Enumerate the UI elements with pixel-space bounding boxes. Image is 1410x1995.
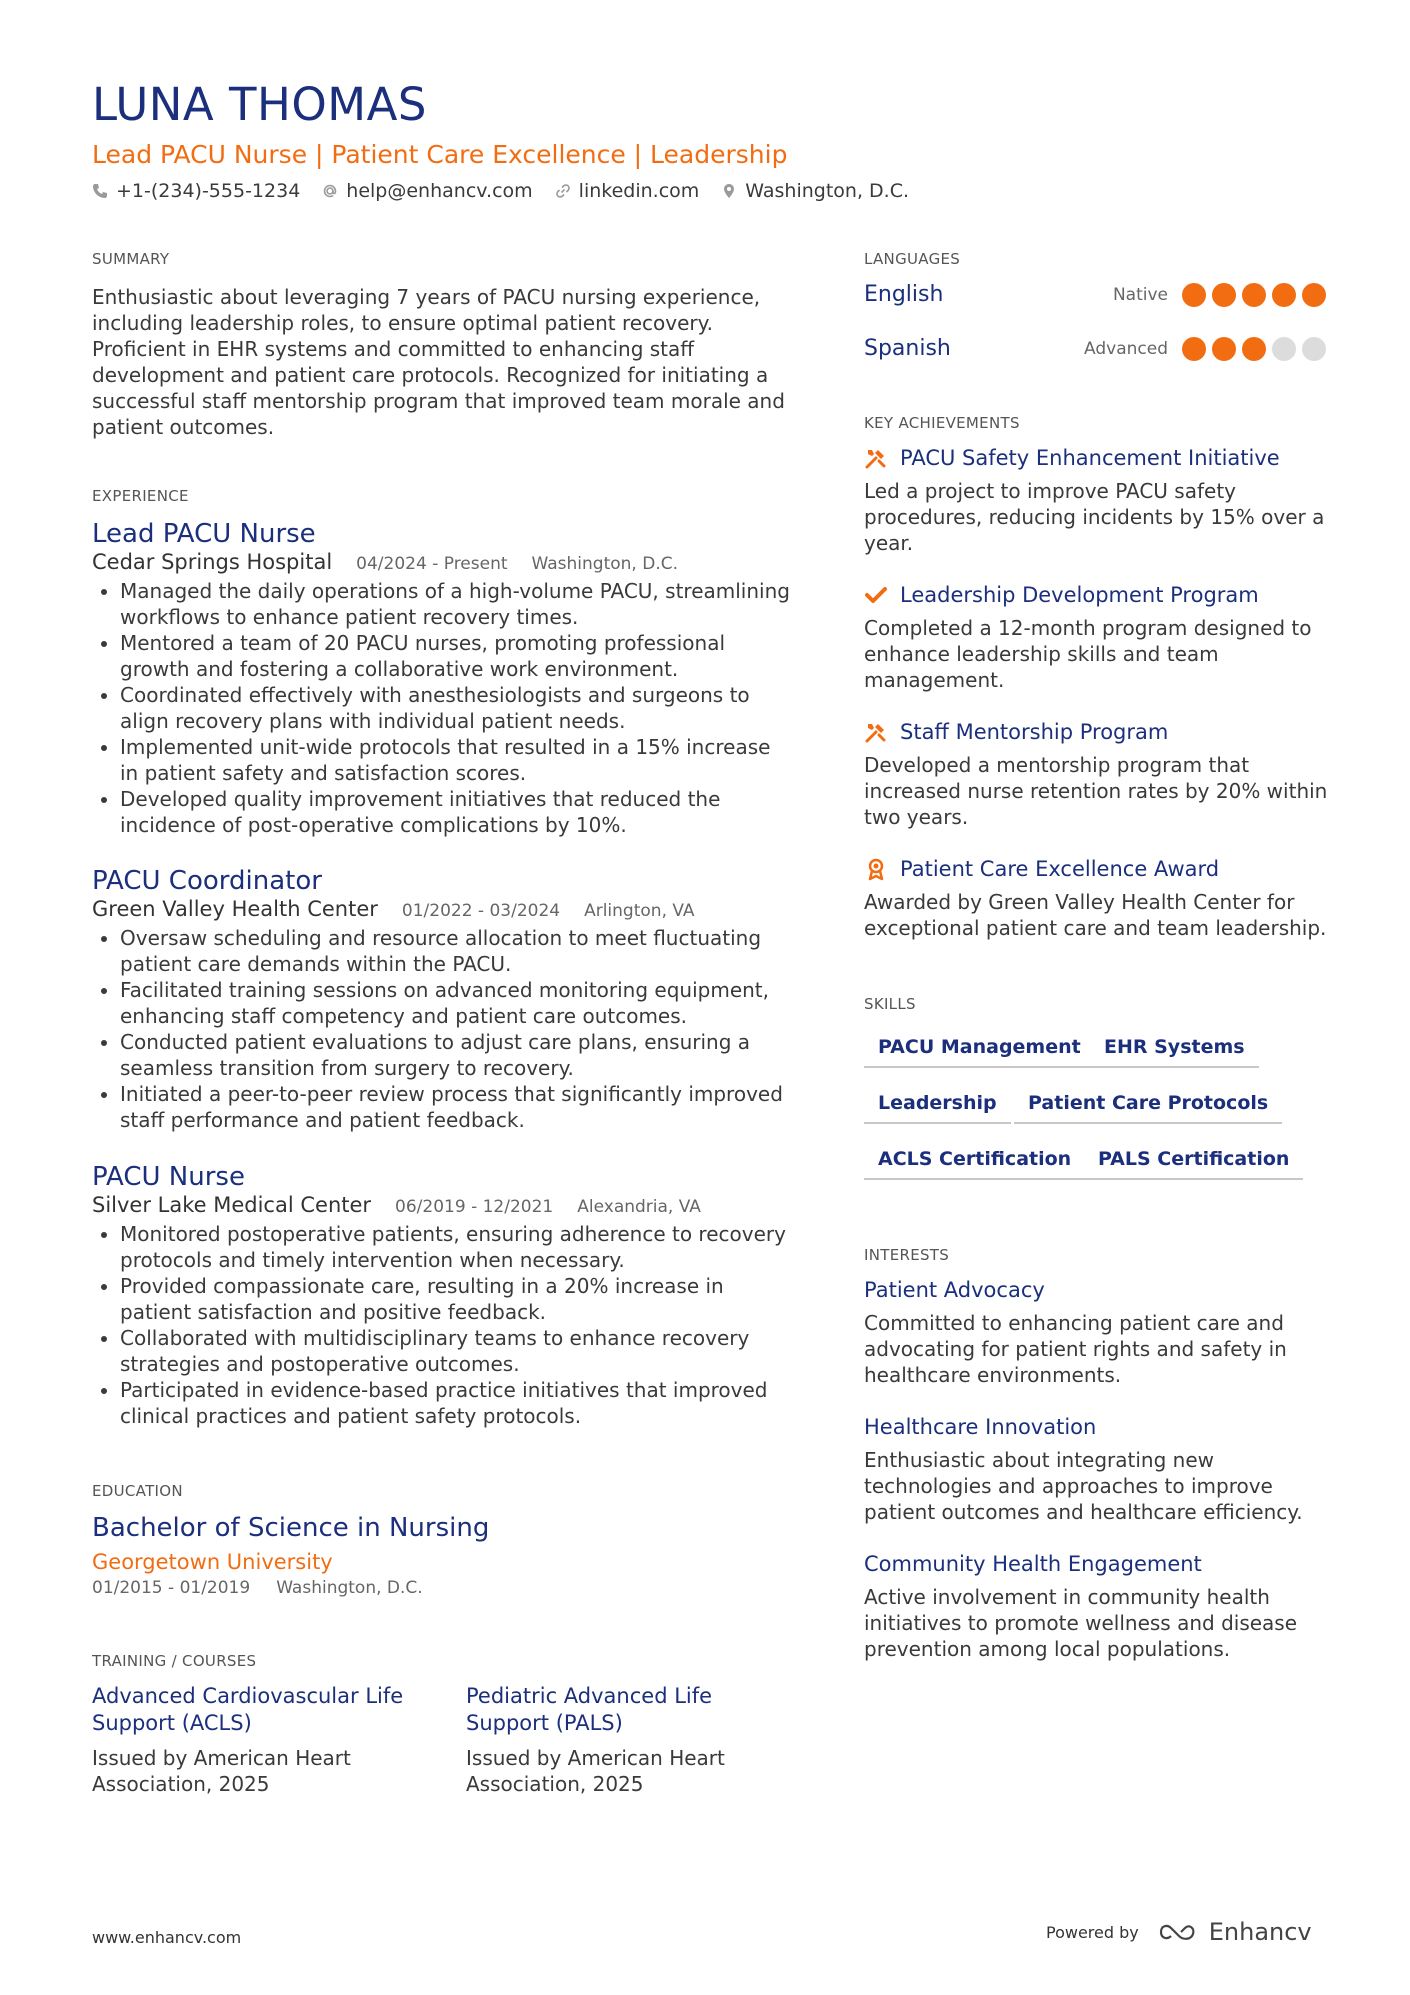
job-bullets (92, 1221, 792, 1429)
course-issuer: Issued by American Heart Association, 2025 (92, 1746, 351, 1796)
experience-label: EXPERIENCE (92, 487, 189, 505)
achievement-text: Developed a mentorship program that increased nurse retention rates by 20% within two years. (864, 753, 1328, 829)
brand-name: Enhancv (1208, 1918, 1312, 1946)
job-bullets (92, 578, 792, 838)
interest-title: Patient Advocacy (864, 1278, 1045, 1302)
achievement-text: Awarded by Green Valley Health Center for exceptional patient care and team leadership. (864, 890, 1327, 940)
job-dates: 04/2024 - Present (356, 554, 508, 574)
achievements-label: KEY ACHIEVEMENTS (864, 414, 1020, 432)
skill-tag: Patient Care Protocols (1014, 1092, 1282, 1124)
footer-website[interactable]: www.enhancv.com (92, 1928, 242, 1947)
rating-dot-filled (1272, 283, 1296, 307)
link-icon (555, 183, 571, 199)
bullet-item: • Developed quality improvement initiatives that reduced the incidence of post-operative complications by 10%. (120, 786, 792, 838)
interest-title: Community Health Engagement (864, 1552, 1202, 1576)
language-name: Spanish (864, 336, 951, 361)
bullet-item: • Provided compassionate care, resulting in a 20% increase in patient satisfaction and positive feedback. (120, 1273, 792, 1325)
interests-label: INTERESTS (864, 1246, 950, 1264)
education-dates: 01/2015 - 01/2019 (92, 1578, 251, 1598)
interest-entry (864, 1278, 1336, 1388)
language-name: English (864, 282, 944, 307)
interest-entry (864, 1415, 1336, 1525)
interest-text: Active involvement in community health initiatives to promote wellness and disease prevention among local populations. (864, 1585, 1298, 1661)
skill-tag: EHR Systems (1090, 1036, 1259, 1068)
job-entry (92, 865, 792, 1133)
interest-text: Enthusiastic about integrating new technologies and approaches to improve patient outcomes and healthcare efficiency. (864, 1448, 1303, 1524)
achievement-title: Leadership Development Program (900, 583, 1259, 607)
checkmark-icon (864, 583, 888, 607)
job-company: Green Valley Health Center (92, 897, 378, 921)
language-row (864, 282, 1326, 307)
achievement-heading (864, 857, 1336, 881)
at-icon (322, 183, 338, 199)
job-company: Silver Lake Medical Center (92, 1193, 372, 1217)
job-location: Arlington, VA (584, 901, 695, 921)
skill-tag: PALS Certification (1084, 1148, 1303, 1180)
headline: Lead PACU Nurse | Patient Care Excellence | Leadership (92, 140, 788, 169)
award-icon (864, 857, 888, 881)
candidate-name: LUNA THOMAS (92, 78, 427, 131)
tools-icon (864, 720, 888, 744)
job-dates: 06/2019 - 12/2021 (395, 1197, 554, 1217)
school-name: Georgetown University (92, 1550, 333, 1574)
achievement-text: Led a project to improve PACU safety procedures, reducing incidents by 15% over a year. (864, 479, 1325, 555)
language-level: Advanced (1084, 338, 1168, 359)
job-company: Cedar Springs Hospital (92, 550, 333, 574)
job-title: PACU Nurse (92, 1162, 245, 1192)
contact-bar (92, 180, 909, 202)
bullet-item: • Implemented unit-wide protocols that resulted in a 15% increase in patient safety and satisfaction scores. (120, 734, 792, 786)
bullet-item: • Collaborated with multidisciplinary teams to enhance recovery strategies and postoperative outcomes. (120, 1325, 792, 1377)
skill-tag: ACLS Certification (864, 1148, 1085, 1180)
course-entry (92, 1683, 432, 1797)
achievement-entry (864, 720, 1336, 830)
phone-icon (92, 183, 108, 199)
achievement-heading (864, 720, 1336, 744)
tools-icon (864, 446, 888, 470)
bullet-item: • Mentored a team of 20 PACU nurses, promoting professional growth and fostering a collaborative work environment. (120, 630, 792, 682)
bullet-item: • Managed the daily operations of a high-volume PACU, streamlining workflows to enhance patient recovery times. (120, 578, 792, 630)
achievement-heading (864, 446, 1336, 470)
rating-dot-filled (1242, 337, 1266, 361)
location-pin-icon (721, 183, 737, 199)
rating-dot-filled (1242, 283, 1266, 307)
contact-location (721, 180, 909, 202)
course-issuer: Issued by American Heart Association, 2025 (466, 1746, 725, 1796)
enhancv-logo-icon (1157, 1920, 1201, 1944)
contact-linkedin[interactable] (555, 180, 700, 202)
linkedin-text: linkedin.com (578, 180, 700, 202)
phone-text: +1-(234)-555-1234 (116, 180, 301, 202)
email-text: help@enhancv.com (346, 180, 533, 202)
languages-label: LANGUAGES (864, 250, 961, 268)
language-row (864, 336, 1326, 361)
rating-dot-filled (1212, 283, 1236, 307)
job-meta (92, 897, 792, 921)
bullet-item: • Initiated a peer-to-peer review process that significantly improved staff performance and patient feedback. (120, 1081, 792, 1133)
job-title: Lead PACU Nurse (92, 519, 316, 549)
job-meta (92, 1193, 792, 1217)
skills-label: SKILLS (864, 995, 916, 1013)
job-entry (92, 518, 792, 838)
brand-logo[interactable] (1157, 1918, 1312, 1946)
job-bullets (92, 925, 792, 1133)
training-label: TRAINING / COURSES (92, 1652, 257, 1670)
course-entry (466, 1683, 786, 1797)
job-location: Alexandria, VA (577, 1197, 701, 1217)
rating-dot-empty (1272, 337, 1296, 361)
achievement-entry (864, 857, 1336, 941)
language-rating (1182, 337, 1326, 361)
course-title: Advanced Cardiovascular Life Support (ACLS) (92, 1684, 404, 1735)
rating-dot-filled (1302, 283, 1326, 307)
contact-email[interactable] (322, 180, 532, 202)
job-meta (92, 550, 792, 574)
achievement-entry (864, 446, 1336, 556)
bullet-item: • Facilitated training sessions on advanced monitoring equipment, enhancing staff competency and patient care outcomes. (120, 977, 792, 1029)
footer-branding (1046, 1918, 1312, 1946)
rating-dot-filled (1182, 283, 1206, 307)
achievement-title: Staff Mentorship Program (900, 720, 1169, 744)
contact-phone (92, 180, 300, 202)
job-dates: 01/2022 - 03/2024 (401, 901, 561, 921)
language-rating (1182, 283, 1326, 307)
bullet-item: • Monitored postoperative patients, ensuring adherence to recovery protocols and timely intervention when necessary. (120, 1221, 792, 1273)
education-entry (92, 1512, 489, 1598)
summary-text: Enthusiastic about leveraging 7 years of PACU nursing experience, including leadership roles, to ensure optimal patient recovery. Proficient in EHR systems and committed to enhancing staff development and patient care protocols. Recognized for initiating a successful staff mentorship program that improved team morale and patient outcomes. (92, 285, 785, 439)
course-title: Pediatric Advanced Life Support (PALS) (466, 1684, 713, 1735)
bullet-item: • Coordinated effectively with anesthesiologists and surgeons to align recovery plans with individual patient needs. (120, 682, 792, 734)
powered-by-text: Powered by (1046, 1922, 1139, 1942)
interest-title: Healthcare Innovation (864, 1415, 1097, 1439)
interest-text: Committed to enhancing patient care and advocating for patient rights and safety in healthcare environments. (864, 1311, 1287, 1387)
education-label: EDUCATION (92, 1482, 183, 1500)
education-location: Washington, D.C. (276, 1578, 423, 1598)
bullet-item: • Conducted patient evaluations to adjust care plans, ensuring a seamless transition from surgery to recovery. (120, 1029, 792, 1081)
interest-entry (864, 1552, 1336, 1662)
location-text: Washington, D.C. (745, 180, 910, 202)
summary-label: SUMMARY (92, 250, 170, 268)
job-location: Washington, D.C. (531, 554, 679, 574)
bullet-item: • Oversaw scheduling and resource allocation to meet fluctuating patient care demands within the PACU. (120, 925, 792, 977)
achievement-heading (864, 583, 1336, 607)
rating-dot-filled (1182, 337, 1206, 361)
achievement-title: PACU Safety Enhancement Initiative (900, 446, 1280, 470)
achievement-text: Completed a 12-month program designed to enhance leadership skills and team management. (864, 616, 1312, 692)
job-title: PACU Coordinator (92, 866, 322, 896)
degree-title: Bachelor of Science in Nursing (92, 1513, 490, 1543)
job-entry (92, 1161, 792, 1429)
skill-tag: Leadership (864, 1092, 1011, 1124)
education-meta (92, 1578, 489, 1598)
rating-dot-empty (1302, 337, 1326, 361)
skill-tag: PACU Management (864, 1036, 1095, 1068)
bullet-item: • Participated in evidence-based practice initiatives that improved clinical practices and patient safety protocols. (120, 1377, 792, 1429)
language-level: Native (1112, 284, 1168, 305)
rating-dot-filled (1212, 337, 1236, 361)
achievement-entry (864, 583, 1336, 693)
achievement-title: Patient Care Excellence Award (900, 857, 1220, 881)
